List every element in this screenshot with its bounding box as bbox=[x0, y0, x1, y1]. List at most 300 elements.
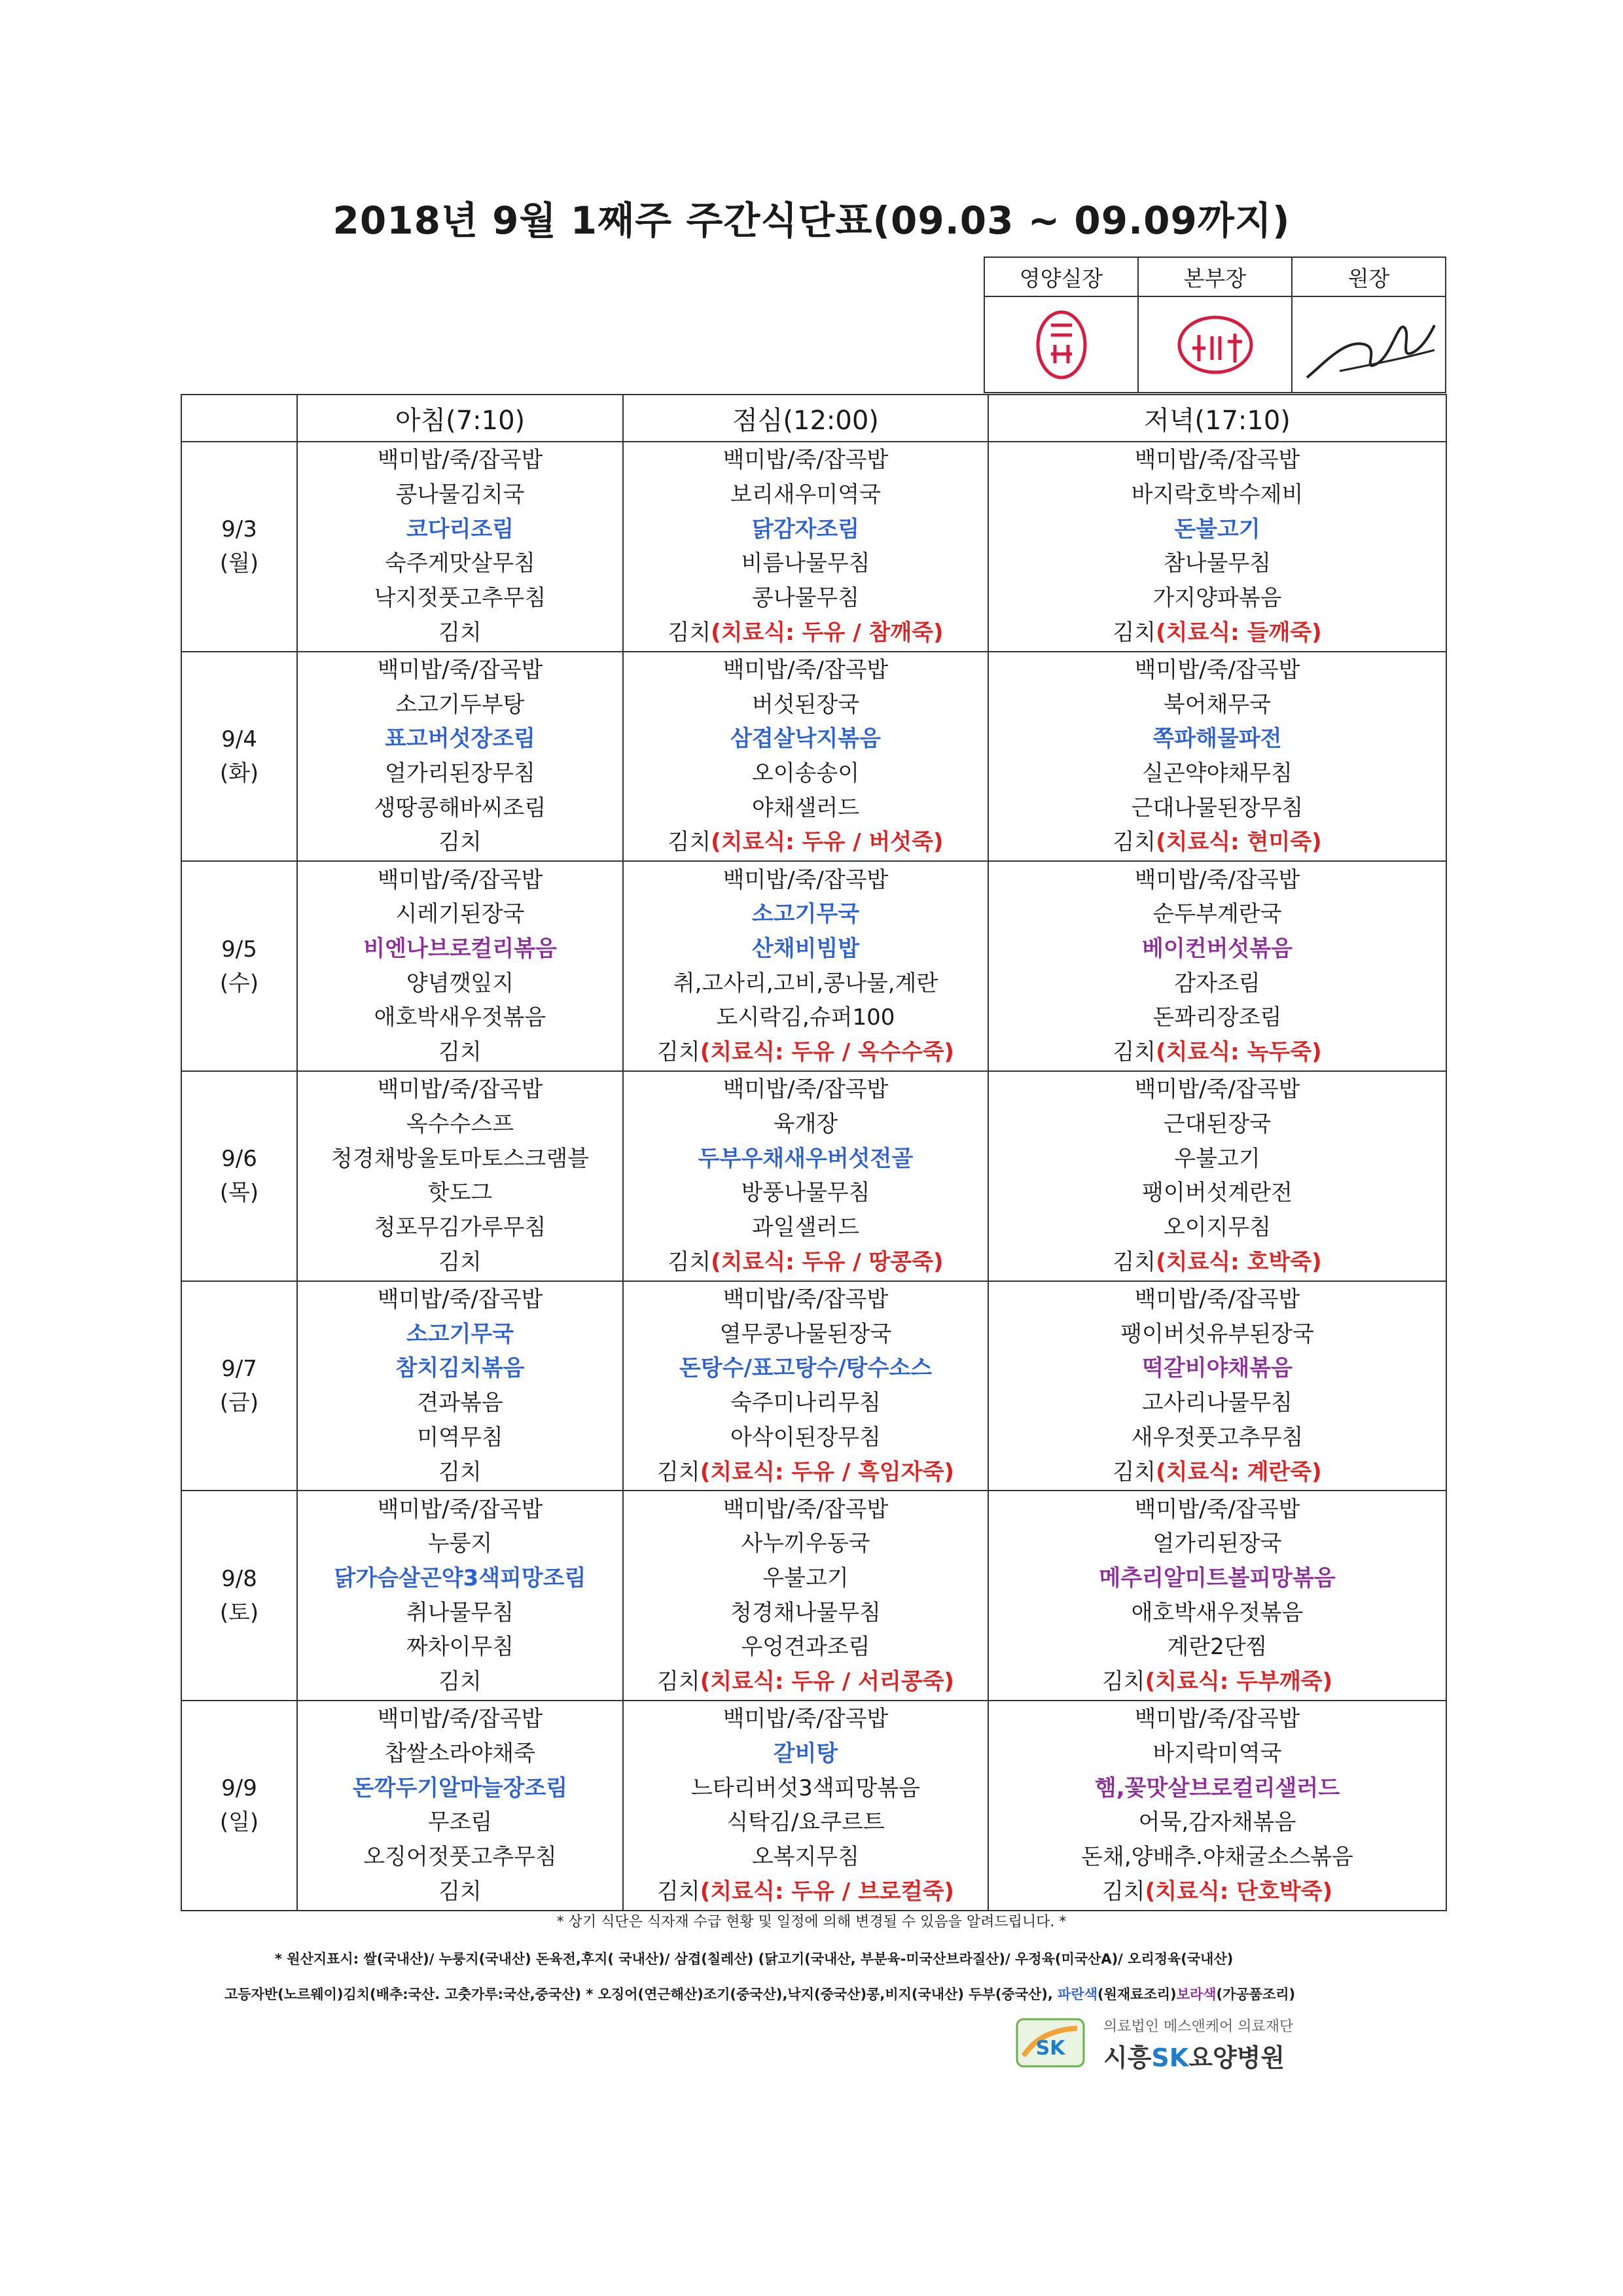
header-lunch: 점심(12:00) bbox=[623, 395, 988, 442]
lunch-cell bbox=[623, 652, 988, 862]
day-label bbox=[181, 1281, 297, 1491]
menu-item-text: 김치 bbox=[1101, 1669, 1145, 1695]
menu-item-text: 바지락호박수제비 bbox=[1131, 481, 1304, 508]
menu-item bbox=[624, 1596, 988, 1631]
menu-item-text: 김치 bbox=[657, 1458, 700, 1485]
menu-item-text: 김치 bbox=[1113, 619, 1156, 646]
menu-item-text: 얼가리된장국 bbox=[1152, 1530, 1282, 1557]
menu-item-text: 김치 bbox=[438, 619, 482, 646]
menu-item bbox=[624, 966, 988, 1001]
menu-item-text: 낙지젓풋고추무침 bbox=[374, 585, 546, 612]
menu-item bbox=[624, 1035, 988, 1070]
menu-item bbox=[298, 863, 622, 898]
menu-item bbox=[989, 825, 1446, 860]
stamp-seal-icon bbox=[1029, 306, 1094, 384]
menu-item-text: 팽이버섯유부된장국 bbox=[1120, 1320, 1314, 1347]
menu-item bbox=[624, 1771, 988, 1806]
legend-blue-label: 파란색 bbox=[1058, 1987, 1098, 2002]
menu-item bbox=[298, 1805, 622, 1840]
menu-item bbox=[989, 1386, 1446, 1421]
menu-item-text: 김치 bbox=[438, 1248, 482, 1275]
menu-item-text: 소고기두부탕 bbox=[395, 691, 525, 718]
menu-item-text: 실곤약야채무침 bbox=[1142, 760, 1293, 787]
day-row bbox=[181, 442, 1446, 652]
menu-item bbox=[989, 1737, 1446, 1771]
menu-item bbox=[989, 932, 1446, 966]
menu-item bbox=[624, 1455, 988, 1490]
menu-item-text: 김치 bbox=[438, 1878, 482, 1905]
dinner-cell bbox=[988, 1491, 1446, 1701]
menu-item-text: 오이지무침 bbox=[1163, 1214, 1272, 1241]
breakfast-cell bbox=[297, 1701, 623, 1911]
menu-header-row bbox=[181, 395, 1446, 442]
menu-item bbox=[624, 932, 988, 966]
menu-item bbox=[989, 1875, 1446, 1909]
menu-item-text: 백미밥/죽/잡곡밥 bbox=[722, 866, 889, 893]
breakfast-cell bbox=[297, 652, 623, 862]
legend-blue-desc: (원재료조리) bbox=[1097, 1987, 1177, 2002]
change-notice: * 상기 식단은 식자재 수급 현황 및 일정에 의해 변경될 수 있음을 알려드립니다. * bbox=[556, 1914, 1067, 1930]
menu-item-text: 오복지무침 bbox=[751, 1844, 860, 1871]
day-weekday: (수) bbox=[219, 970, 259, 997]
lunch-cell bbox=[623, 1491, 988, 1701]
menu-item bbox=[298, 897, 622, 932]
menu-item bbox=[624, 1737, 988, 1771]
dinner-cell bbox=[988, 861, 1446, 1071]
menu-item-text: 백미밥/죽/잡곡밥 bbox=[722, 1496, 889, 1523]
menu-item-text: 숙주미나리무침 bbox=[730, 1390, 881, 1417]
menu-item bbox=[624, 1000, 988, 1035]
menu-item bbox=[989, 1142, 1446, 1176]
menu-item bbox=[298, 1665, 622, 1699]
menu-item-text: 방풍나물무침 bbox=[741, 1180, 870, 1207]
menu-item bbox=[298, 1840, 622, 1875]
day-row bbox=[181, 861, 1446, 1071]
menu-item-text: 쪽파해물파전 bbox=[1152, 726, 1282, 752]
menu-item-text: 삼겹살낙지볶음 bbox=[730, 726, 881, 752]
menu-item-text: 베이컨버섯볶음 bbox=[1142, 936, 1293, 963]
header-blank bbox=[181, 395, 297, 442]
dinner-cell bbox=[988, 652, 1446, 862]
day-date: 9/6 bbox=[221, 1146, 257, 1173]
therapy-diet-note: (치료식: 두유 / 흑임자죽) bbox=[700, 1458, 954, 1485]
day-date: 9/3 bbox=[221, 516, 257, 543]
menu-item-text: 돈불고기 bbox=[1174, 516, 1260, 542]
menu-item bbox=[989, 443, 1446, 478]
menu-item-text: 육개장 bbox=[773, 1111, 838, 1137]
menu-item bbox=[989, 966, 1446, 1001]
menu-item-text: 느타리버섯3색피망볶음 bbox=[690, 1775, 921, 1801]
menu-item bbox=[624, 1245, 988, 1280]
menu-item bbox=[298, 932, 622, 966]
day-date: 9/8 bbox=[221, 1565, 257, 1592]
menu-item-text: 비름나물무침 bbox=[741, 550, 870, 577]
menu-item bbox=[298, 1596, 622, 1631]
day-weekday: (화) bbox=[219, 760, 259, 787]
menu-item bbox=[989, 1176, 1446, 1210]
day-label bbox=[181, 652, 297, 862]
menu-item bbox=[624, 825, 988, 860]
menu-item-text: 도시락김,슈퍼100 bbox=[716, 1004, 895, 1031]
menu-item-text: 김치 bbox=[657, 1669, 700, 1695]
breakfast-cell bbox=[297, 1071, 623, 1281]
menu-item bbox=[624, 1561, 988, 1596]
day-label bbox=[181, 1071, 297, 1281]
menu-item bbox=[989, 512, 1446, 547]
menu-item-text: 김치 bbox=[438, 829, 482, 856]
day-row bbox=[181, 1491, 1446, 1701]
menu-item-text: 백미밥/죽/잡곡밥 bbox=[722, 656, 889, 683]
menu-item-text: 백미밥/죽/잡곡밥 bbox=[1134, 447, 1300, 474]
menu-item-text: 가지양파볶음 bbox=[1152, 585, 1282, 612]
menu-item bbox=[989, 1107, 1446, 1142]
menu-item-text: 코다리조림 bbox=[406, 516, 514, 542]
menu-item-text: 김치 bbox=[438, 1039, 482, 1066]
therapy-diet-note: (치료식: 단호박죽) bbox=[1145, 1878, 1333, 1905]
menu-item-text: 돈채,양배추.야채굴소스볶음 bbox=[1081, 1844, 1353, 1871]
menu-item-text: 백미밥/죽/잡곡밥 bbox=[377, 1496, 543, 1523]
lunch-cell bbox=[623, 1701, 988, 1911]
breakfast-cell bbox=[297, 861, 623, 1071]
menu-item bbox=[989, 1210, 1446, 1245]
menu-item-text: 근대나물된장무침 bbox=[1131, 794, 1304, 821]
menu-item bbox=[624, 1072, 988, 1107]
logo-mark-text: SK bbox=[1035, 2037, 1065, 2060]
menu-item bbox=[989, 1035, 1446, 1070]
menu-item-text: 백미밥/죽/잡곡밥 bbox=[722, 1076, 889, 1103]
menu-item-text: 백미밥/죽/잡곡밥 bbox=[1134, 656, 1300, 683]
menu-item-text: 백미밥/죽/잡곡밥 bbox=[722, 1286, 889, 1313]
menu-item bbox=[298, 581, 622, 616]
menu-item bbox=[624, 863, 988, 898]
menu-item bbox=[298, 546, 622, 581]
dinner-cell bbox=[988, 442, 1446, 652]
origin-notice-line1: * 원산지표시: 쌀(국내산)/ 누룽지(국내산) 돈육전,후지( 국내산)/ 삼겹(칠레산) (닭고기(국내산, 부분육-미국산브라질산)/ 우정육(미국산A)/ 오리정육(국내산) bbox=[275, 1951, 1234, 1967]
dinner-cell bbox=[988, 1071, 1446, 1281]
menu-item bbox=[298, 1630, 622, 1665]
menu-item-text: 백미밥/죽/잡곡밥 bbox=[1134, 1496, 1300, 1523]
menu-item bbox=[624, 688, 988, 722]
menu-item-text: 생땅콩해바씨조림 bbox=[374, 794, 546, 821]
menu-item-text: 새우젓풋고추무침 bbox=[1131, 1424, 1304, 1451]
therapy-diet-note: (치료식: 들깨죽) bbox=[1156, 619, 1322, 646]
menu-item-text: 순두부계란국 bbox=[1152, 901, 1282, 928]
therapy-diet-note: (치료식: 두부깨죽) bbox=[1145, 1669, 1333, 1695]
menu-item bbox=[298, 1527, 622, 1561]
menu-item-text: 백미밥/죽/잡곡밥 bbox=[377, 656, 543, 683]
menu-item-text: 오이송송이 bbox=[751, 760, 860, 787]
menu-item bbox=[989, 1805, 1446, 1840]
menu-item-text: 백미밥/죽/잡곡밥 bbox=[1134, 866, 1300, 893]
menu-item bbox=[989, 1702, 1446, 1737]
menu-item bbox=[989, 1282, 1446, 1317]
menu-item-text: 양념깻잎지 bbox=[406, 970, 514, 997]
menu-item bbox=[624, 722, 988, 756]
menu-item bbox=[624, 1351, 988, 1386]
menu-item-text: 청경채나물무침 bbox=[730, 1599, 881, 1626]
menu-item-text: 표고버섯장조림 bbox=[385, 726, 535, 752]
menu-item-text: 소고기무국 bbox=[406, 1320, 514, 1347]
menu-item-text: 김치 bbox=[668, 829, 711, 856]
menu-item-text: 바지락미역국 bbox=[1152, 1740, 1282, 1767]
menu-item bbox=[298, 1317, 622, 1352]
menu-item bbox=[624, 756, 988, 791]
menu-item-text: 백미밥/죽/잡곡밥 bbox=[1134, 1286, 1300, 1313]
dinner-cell bbox=[988, 1281, 1446, 1491]
menu-item-text: 돈깍두기알마늘장조림 bbox=[352, 1775, 568, 1801]
menu-item-text: 돈탕수/표고탕수/탕수소스 bbox=[679, 1355, 933, 1382]
menu-item bbox=[624, 1421, 988, 1455]
approval-role: 본부장 bbox=[1138, 257, 1292, 296]
menu-item bbox=[989, 581, 1446, 616]
menu-item bbox=[989, 897, 1446, 932]
menu-item bbox=[624, 616, 988, 650]
therapy-diet-note: (치료식: 두유 / 브로컬죽) bbox=[700, 1878, 954, 1905]
day-date: 9/9 bbox=[221, 1775, 257, 1802]
day-row bbox=[181, 1701, 1446, 1911]
menu-item-text: 핫도그 bbox=[427, 1180, 493, 1207]
menu-item-text: 백미밥/죽/잡곡밥 bbox=[377, 866, 543, 893]
menu-item bbox=[624, 1176, 988, 1210]
menu-item-text: 열무콩나물된장국 bbox=[719, 1320, 892, 1347]
menu-item bbox=[989, 688, 1446, 722]
logo-name bbox=[1103, 2038, 1285, 2074]
menu-item-text: 미역무침 bbox=[417, 1424, 503, 1451]
menu-item bbox=[624, 581, 988, 616]
menu-item bbox=[989, 546, 1446, 581]
legend-purple-label: 보라색 bbox=[1176, 1987, 1217, 2002]
menu-item bbox=[989, 863, 1446, 898]
menu-item-text: 메추리알미트볼피망볶음 bbox=[1099, 1565, 1336, 1592]
menu-item-text: 참치김치볶음 bbox=[395, 1355, 525, 1382]
logo-name-sk: SK bbox=[1151, 2043, 1189, 2072]
menu-item bbox=[298, 1210, 622, 1245]
logo-name-part: 요양병원 bbox=[1188, 2043, 1285, 2072]
menu-item-text: 보리새우미역국 bbox=[730, 481, 881, 508]
menu-item-text: 취,고사리,고비,콩나물,계란 bbox=[673, 970, 938, 997]
menu-item bbox=[624, 1630, 988, 1665]
menu-item bbox=[298, 1702, 622, 1737]
menu-item-text: 야채샐러드 bbox=[751, 794, 860, 821]
menu-item-text: 산채비빔밥 bbox=[751, 936, 860, 963]
menu-item bbox=[298, 1737, 622, 1771]
menu-item-text: 두부우채새우버섯전골 bbox=[698, 1145, 914, 1172]
menu-item bbox=[989, 1630, 1446, 1665]
menu-item bbox=[624, 1386, 988, 1421]
lunch-cell bbox=[623, 861, 988, 1071]
signature-icon bbox=[1300, 299, 1438, 391]
therapy-diet-note: (치료식: 현미죽) bbox=[1156, 829, 1322, 856]
menu-item-text: 백미밥/죽/잡곡밥 bbox=[377, 447, 543, 474]
therapy-diet-note: (치료식: 계란죽) bbox=[1156, 1458, 1322, 1485]
lunch-cell bbox=[623, 442, 988, 652]
menu-item-text: 콩나물무침 bbox=[751, 585, 860, 612]
menu-item bbox=[624, 897, 988, 932]
stamp-seal-icon bbox=[1173, 309, 1258, 381]
menu-item bbox=[989, 1317, 1446, 1352]
approval-box bbox=[984, 256, 1446, 393]
menu-item bbox=[989, 1455, 1446, 1490]
breakfast-cell bbox=[297, 1491, 623, 1701]
day-label bbox=[181, 1701, 297, 1911]
menu-item bbox=[624, 1107, 988, 1142]
approval-role: 원장 bbox=[1292, 257, 1446, 296]
menu-item-text: 옥수수스프 bbox=[406, 1111, 514, 1137]
therapy-diet-note: (치료식: 두유 / 옥수수죽) bbox=[700, 1039, 954, 1066]
menu-item bbox=[298, 1875, 622, 1909]
approval-role: 영양실장 bbox=[984, 257, 1138, 296]
menu-item-text: 백미밥/죽/잡곡밥 bbox=[377, 1706, 543, 1733]
menu-item-text: 갈비탕 bbox=[773, 1740, 838, 1767]
origin-text: 고등자반(노르웨이)김치(배추:국산. 고춧가루:국산,중국산) * 오징어(연근해산)조기(중국산),낙지(중국산)콩,비지(국내산) 두부(중국산), bbox=[224, 1987, 1058, 2002]
menu-item-text: 우엉견과조림 bbox=[741, 1634, 870, 1661]
day-weekday: (목) bbox=[219, 1180, 259, 1207]
menu-item bbox=[989, 1351, 1446, 1386]
menu-item bbox=[624, 1665, 988, 1699]
hospital-logo-icon bbox=[1014, 2017, 1086, 2069]
lunch-cell bbox=[623, 1071, 988, 1281]
menu-item-text: 계란2단찜 bbox=[1167, 1634, 1268, 1661]
menu-item bbox=[298, 1072, 622, 1107]
day-date: 9/5 bbox=[221, 936, 257, 963]
menu-item bbox=[989, 791, 1446, 826]
menu-item-text: 짜차이무침 bbox=[406, 1634, 514, 1661]
menu-item-text: 김치 bbox=[438, 1458, 482, 1485]
menu-item-text: 애호박새우젓볶음 bbox=[374, 1004, 546, 1031]
menu-item bbox=[989, 1492, 1446, 1527]
menu-item-text: 찹쌀소라야채죽 bbox=[385, 1740, 535, 1767]
menu-item bbox=[989, 616, 1446, 650]
menu-item-text: 떡갈비야채볶음 bbox=[1142, 1355, 1293, 1382]
breakfast-cell bbox=[297, 1281, 623, 1491]
menu-item bbox=[298, 722, 622, 756]
menu-item bbox=[989, 1596, 1446, 1631]
menu-item-text: 견과볶음 bbox=[417, 1390, 503, 1417]
menu-item-text: 닭감자조림 bbox=[751, 516, 860, 542]
menu-item-text: 식탁김/요쿠르트 bbox=[726, 1809, 885, 1836]
menu-item bbox=[989, 1561, 1446, 1596]
menu-item-text: 김치 bbox=[668, 619, 711, 646]
menu-item bbox=[298, 1282, 622, 1317]
weekly-menu-table bbox=[181, 394, 1447, 1911]
menu-item-text: 소고기무국 bbox=[751, 901, 860, 928]
menu-item-text: 햄,꽃맛살브로컬리샐러드 bbox=[1094, 1775, 1340, 1801]
menu-item bbox=[298, 1176, 622, 1210]
menu-item bbox=[298, 1421, 622, 1455]
origin-notice-line2 bbox=[224, 1984, 1422, 2004]
menu-item bbox=[989, 756, 1446, 791]
menu-item bbox=[624, 1805, 988, 1840]
menu-item bbox=[989, 1527, 1446, 1561]
menu-item bbox=[298, 1561, 622, 1596]
menu-item bbox=[624, 1142, 988, 1176]
menu-item bbox=[624, 653, 988, 688]
lunch-cell bbox=[623, 1281, 988, 1491]
menu-item bbox=[298, 966, 622, 1001]
menu-item-text: 돈꽈리장조림 bbox=[1152, 1004, 1282, 1031]
dinner-cell bbox=[988, 1701, 1446, 1911]
menu-item bbox=[298, 1035, 622, 1070]
menu-item bbox=[298, 1000, 622, 1035]
header-breakfast: 아침(7:10) bbox=[297, 395, 623, 442]
day-weekday: (금) bbox=[219, 1390, 259, 1417]
menu-item-text: 숙주게맛살무침 bbox=[385, 550, 535, 577]
menu-item bbox=[298, 443, 622, 478]
menu-item bbox=[298, 688, 622, 722]
menu-item bbox=[298, 1245, 622, 1280]
page-title: 2018년 9월 1째주 주간식단표(09.03 ~ 09.09까지) bbox=[332, 198, 1291, 243]
menu-item-text: 김치 bbox=[668, 1248, 711, 1275]
menu-item-text: 김치 bbox=[1113, 1248, 1156, 1275]
menu-item-text: 김치 bbox=[1101, 1878, 1145, 1905]
menu-item-text: 백미밥/죽/잡곡밥 bbox=[1134, 1076, 1300, 1103]
menu-item-text: 백미밥/죽/잡곡밥 bbox=[377, 1286, 543, 1313]
menu-item bbox=[298, 1386, 622, 1421]
therapy-diet-note: (치료식: 두유 / 서리콩죽) bbox=[700, 1669, 954, 1695]
menu-item bbox=[298, 478, 622, 512]
day-weekday: (일) bbox=[219, 1809, 259, 1836]
menu-item bbox=[298, 1492, 622, 1527]
menu-item bbox=[298, 1455, 622, 1490]
logo-name-part: 시흥 bbox=[1103, 2043, 1152, 2072]
menu-item-text: 우불고기 bbox=[1174, 1145, 1260, 1172]
menu-item-text: 고사리나물무침 bbox=[1142, 1390, 1293, 1417]
menu-item bbox=[989, 653, 1446, 688]
menu-item-text: 애호박새우젓볶음 bbox=[1131, 1599, 1304, 1626]
menu-item bbox=[624, 1492, 988, 1527]
approval-stamp-cell bbox=[1138, 296, 1292, 393]
menu-item bbox=[298, 1107, 622, 1142]
menu-item bbox=[989, 1771, 1446, 1806]
day-weekday: (월) bbox=[219, 550, 259, 577]
menu-item-text: 백미밥/죽/잡곡밥 bbox=[377, 1076, 543, 1103]
menu-item-text: 시레기된장국 bbox=[395, 901, 525, 928]
menu-item-text: 아삭이된장무침 bbox=[730, 1424, 881, 1451]
menu-item-text: 김치 bbox=[1113, 1458, 1156, 1485]
menu-item bbox=[624, 1875, 988, 1909]
menu-item bbox=[298, 653, 622, 688]
approval-stamp-cell bbox=[984, 296, 1138, 393]
menu-item bbox=[624, 512, 988, 547]
day-weekday: (토) bbox=[219, 1599, 259, 1626]
menu-item-text: 팽이버섯계란전 bbox=[1142, 1180, 1293, 1207]
menu-item bbox=[624, 1317, 988, 1352]
menu-item bbox=[624, 791, 988, 826]
menu-item bbox=[624, 1840, 988, 1875]
menu-item-text: 비엔나브로컬리볶음 bbox=[363, 936, 557, 963]
day-date: 9/7 bbox=[221, 1356, 257, 1383]
menu-item bbox=[298, 1771, 622, 1806]
menu-item-text: 김치 bbox=[1113, 1039, 1156, 1066]
menu-item-text: 감자조림 bbox=[1174, 970, 1260, 997]
logo-subtitle: 의료법인 메스앤케어 의료재단 bbox=[1103, 2019, 1294, 2035]
menu-item bbox=[989, 1840, 1446, 1875]
menu-item-text: 백미밥/죽/잡곡밥 bbox=[1134, 1706, 1300, 1733]
menu-item-text: 김치 bbox=[438, 1669, 482, 1695]
day-row bbox=[181, 1071, 1446, 1281]
menu-item bbox=[298, 616, 622, 650]
menu-item-text: 북어채무국 bbox=[1163, 691, 1272, 718]
menu-item bbox=[989, 1421, 1446, 1455]
menu-item bbox=[298, 1142, 622, 1176]
day-row bbox=[181, 652, 1446, 862]
menu-item bbox=[989, 478, 1446, 512]
therapy-diet-note: (치료식: 호박죽) bbox=[1156, 1248, 1322, 1275]
menu-item bbox=[989, 1665, 1446, 1699]
menu-item-text: 누룽지 bbox=[427, 1530, 493, 1557]
menu-item bbox=[624, 546, 988, 581]
day-date: 9/4 bbox=[221, 726, 257, 753]
